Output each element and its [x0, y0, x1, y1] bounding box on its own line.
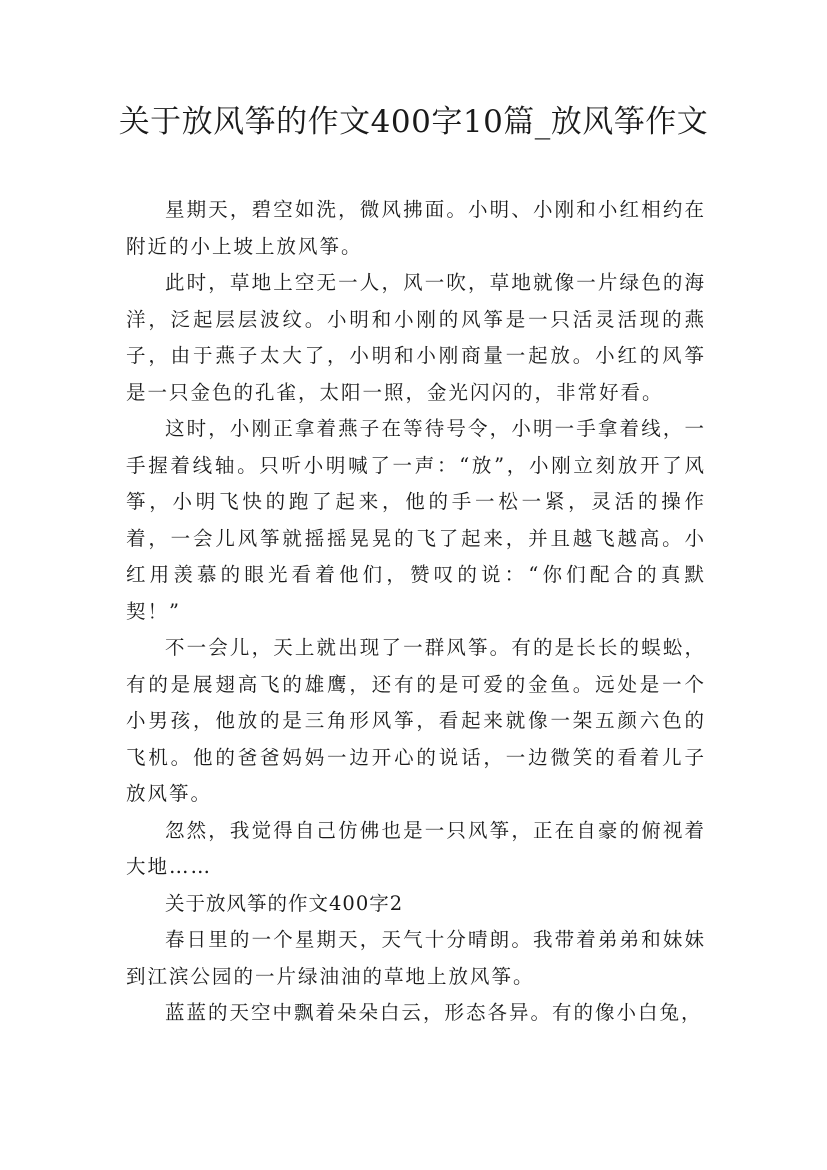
paragraph-1: 星期天，碧空如洗，微风拂面。小明、小刚和小红相约在附近的小上坡上放风筝。 [126, 198, 706, 258]
paragraph-7: 蓝蓝的天空中飘着朵朵白云，形态各异。有的像小白兔， [165, 1001, 703, 1024]
paragraph-4: 不一会儿，天上就出现了一群风筝。有的是长长的蜈蚣，有的是展翅高飞的雄鹰，还有的是可爱的金鱼。远处是一个小男孩，他放的是三角形风筝，看起来就像一架五颜六色的飞机。他的爸爸妈妈一边开心的说话，一边微笑的看着儿子放风筝。 [126, 636, 706, 805]
paragraph-6: 春日里的一个星期天，天气十分晴朗。我带着弟弟和妹妹到江滨公园的一片绿油油的草地上放风筝。 [126, 928, 706, 988]
paragraph-2: 此时，草地上空无一人，风一吹，草地就像一片绿色的海洋，泛起层层波纹。小明和小刚的风筝是一只活灵活现的燕子，由于燕子太大了，小明和小刚商量一起放。小红的风筝是一只金色的孔雀，太阳一照，金光闪闪的，非常好看。 [126, 271, 706, 404]
document-title: 关于放风筝的作文400字10篇_放风筝作文 [118, 104, 709, 140]
paragraph-5: 忽然，我觉得自己仿佛也是一只风筝，正在自豪的俯视着大地…… [126, 818, 706, 878]
document-body [126, 192, 706, 1032]
paragraph-3: 这时，小刚正拿着燕子在等待号令，小明一手拿着线，一手握着线轴。只听小明喊了一声：“放”，小刚立刻放开了风筝，小明飞快的跑了起来，他的手一松一紧，灵活的操作着，一会儿风筝就摇摇晃晃的飞了起来，并且越飞越高。小红用羡慕的眼光看着他们，赞叹的说：“你们配合的真默契！” [126, 417, 706, 623]
section-subheading: 关于放风筝的作文400字2 [165, 891, 404, 915]
